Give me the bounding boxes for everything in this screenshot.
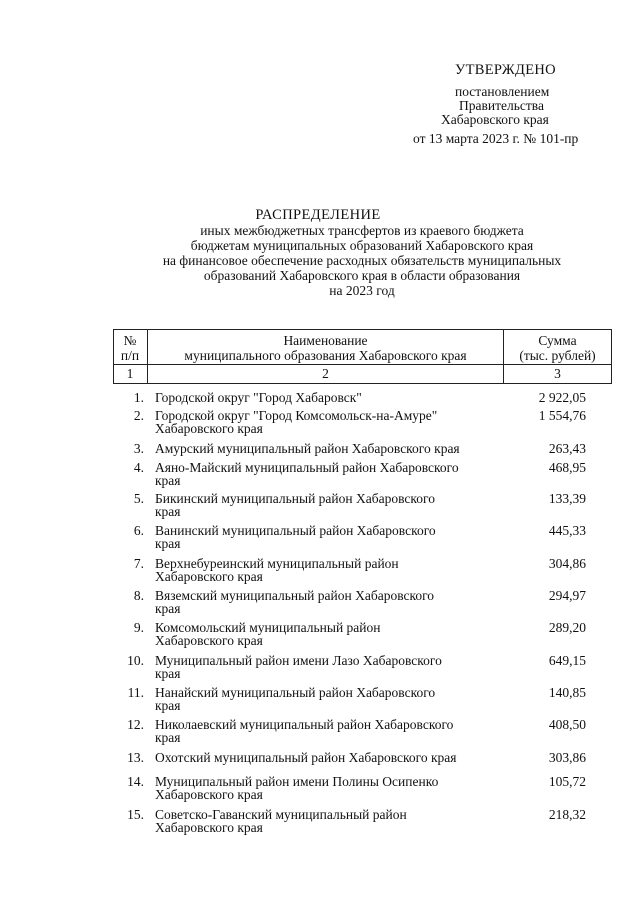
row-sum: 468,95 bbox=[548, 460, 586, 475]
row-name: Городской округ "Город Комсомольск-на-Амуре" Хабаровского края bbox=[155, 408, 438, 436]
header-sum: Сумма (тыс. рублей) bbox=[519, 333, 596, 363]
table-border-top bbox=[113, 329, 612, 330]
row-sum: 133,39 bbox=[548, 491, 586, 506]
row-sum: 289,20 bbox=[548, 620, 586, 635]
row-sum: 294,97 bbox=[548, 588, 586, 603]
subtitle-line: иных межбюджетных трансфертов из краевого бюджета bbox=[200, 223, 524, 238]
row-name: Охотский муниципальный район Хабаровского края bbox=[155, 750, 457, 765]
row-number: 6. bbox=[133, 523, 144, 538]
row-name: Амурский муниципальный район Хабаровского края bbox=[155, 441, 460, 456]
row-sum: 218,32 bbox=[548, 807, 586, 822]
row-sum: 304,86 bbox=[548, 556, 586, 571]
document-subtitle bbox=[0, 223, 636, 298]
approval-heading: УТВЕРЖДЕНО bbox=[455, 62, 556, 78]
row-number: 13. bbox=[127, 750, 144, 765]
row-sum: 263,43 bbox=[548, 441, 586, 456]
row-name: Муниципальный район имени Полины Осипенко Хабаровского края bbox=[155, 774, 439, 802]
row-sum: 105,72 bbox=[548, 774, 586, 789]
row-number: 5. bbox=[133, 491, 144, 506]
row-sum: 445,33 bbox=[548, 523, 586, 538]
row-name: Муниципальный район имени Лазо Хабаровского края bbox=[155, 653, 442, 681]
col-number: 2 bbox=[322, 366, 329, 381]
approval-date: от 13 марта 2023 г. № 101-пр bbox=[413, 131, 579, 146]
row-sum: 1 554,76 bbox=[538, 408, 586, 423]
row-name: Бикинский муниципальный район Хабаровского края bbox=[155, 491, 435, 519]
row-number: 3. bbox=[133, 441, 144, 456]
row-name: Николаевский муниципальный район Хабаровского края bbox=[155, 717, 454, 745]
row-name: Верхнебуреинский муниципальный район Хабаровского края bbox=[155, 556, 399, 584]
row-number: 12. bbox=[127, 717, 144, 732]
table-border bbox=[113, 383, 612, 384]
row-name: Комсомольский муниципальный район Хабаровского края bbox=[155, 620, 381, 648]
row-name: Вяземский муниципальный район Хабаровского края bbox=[155, 588, 435, 616]
col-number: 3 bbox=[554, 366, 561, 381]
row-number: 4. bbox=[133, 460, 144, 475]
row-sum: 649,15 bbox=[548, 653, 586, 668]
row-number: 10. bbox=[127, 653, 144, 668]
row-name: Аяно-Майский муниципальный район Хабаровского края bbox=[155, 460, 459, 488]
row-name: Нанайский муниципальный район Хабаровского края bbox=[155, 685, 436, 713]
row-name: Ванинский муниципальный район Хабаровского края bbox=[155, 523, 436, 551]
row-number: 2. bbox=[133, 408, 144, 423]
table-border bbox=[113, 364, 612, 365]
row-sum: 140,85 bbox=[548, 685, 586, 700]
col-number: 1 bbox=[126, 366, 134, 381]
approval-line: Правительства bbox=[459, 98, 544, 113]
header-num: № п/п bbox=[120, 333, 140, 363]
row-number: 8. bbox=[133, 588, 144, 603]
row-name: Советско-Гаванский муниципальный район Хабаровского края bbox=[155, 807, 407, 835]
row-number: 15. bbox=[127, 807, 144, 822]
subtitle-line: образований Хабаровского края в области образования bbox=[203, 268, 521, 283]
row-sum: 303,86 bbox=[548, 750, 586, 765]
approval-line: Хабаровского края bbox=[441, 112, 549, 127]
table-border-right bbox=[611, 329, 612, 384]
row-number: 9. bbox=[133, 620, 144, 635]
row-number: 1. bbox=[133, 390, 144, 405]
document-title: РАСПРЕДЕЛЕНИЕ bbox=[255, 207, 381, 223]
row-number: 14. bbox=[127, 774, 144, 789]
row-sum: 2 922,05 bbox=[538, 390, 586, 405]
row-number: 7. bbox=[133, 556, 144, 571]
row-name: Городской округ "Город Хабаровск" bbox=[155, 390, 362, 405]
subtitle-line: на финансовое обеспечение расходных обязательств муниципальных bbox=[162, 253, 562, 268]
subtitle-line: бюджетам муниципальных образований Хабаровского края bbox=[190, 238, 534, 253]
subtitle-line: на 2023 год bbox=[329, 283, 395, 298]
row-sum: 408,50 bbox=[548, 717, 586, 732]
header-name: Наименование муниципального образования Хабаровского края bbox=[184, 333, 467, 363]
row-number: 11. bbox=[127, 685, 144, 700]
approval-line: постановлением bbox=[455, 84, 550, 99]
